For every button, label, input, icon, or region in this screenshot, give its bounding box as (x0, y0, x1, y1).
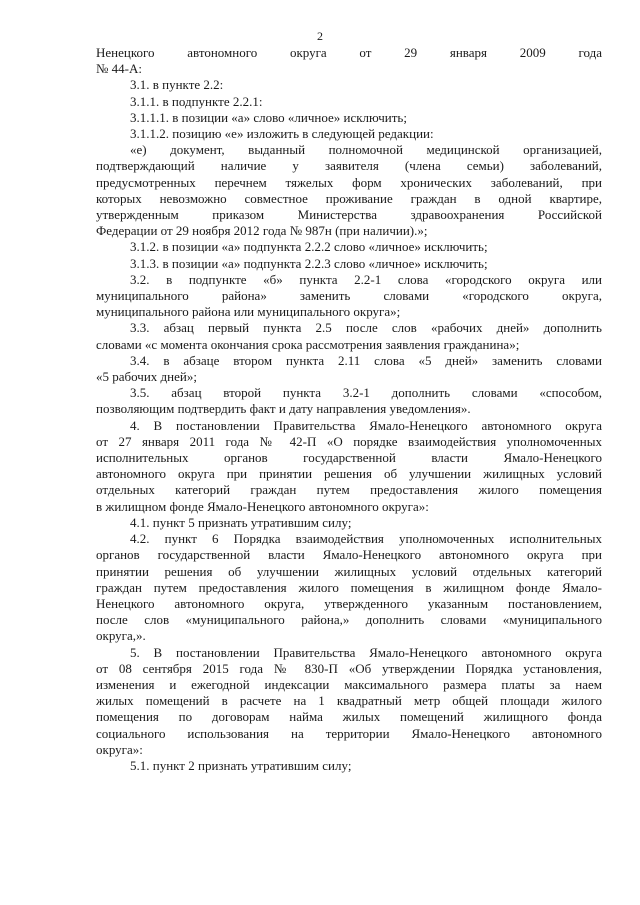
paragraph (96, 320, 602, 352)
paragraph (96, 126, 602, 142)
paragraph (96, 256, 602, 272)
text-line: органов государственной власти Ямало-Ненецкого автономного округа при (96, 547, 602, 563)
text-line: «5 рабочих дней»; (96, 369, 197, 385)
text-line: помещения по договорам найма жилых помещений жилищного фонда (96, 709, 602, 725)
text-line: 4.2. пункт 6 Порядка взаимодействия уполномоченных исполнительных (130, 531, 602, 547)
text-line: подтверждающий наличие у заявителя (члена семьи) заболеваний, (96, 158, 602, 174)
text-line: 5. В постановлении Правительства Ямало-Ненецкого автономного округа (130, 644, 602, 660)
text-line: 3.5. абзац второй пункта 3.2-1 дополнить словами «способом, (130, 385, 602, 401)
text-line: предусмотренных перечнем тяжелых форм хронических заболеваний, при (96, 174, 602, 190)
paragraph (96, 385, 602, 417)
paragraph (96, 110, 602, 126)
paragraph (96, 531, 602, 644)
paragraph (96, 515, 602, 531)
text-line: от 08 сентября 2015 года № 830-П «Об утверждении Порядка установления, (96, 660, 602, 676)
text-line: № 44-А: (96, 61, 142, 77)
text-line: автономного округа при принятии решения об улучшении жилищных условий (96, 466, 602, 482)
paragraph (96, 45, 602, 77)
paragraph (96, 239, 602, 255)
text-line: 3.2. в подпункте «б» пункта 2.2-1 слова «городского округа или (130, 271, 602, 287)
text-line: в жилищном фонде Ямало-Ненецкого автономного округа»: (96, 498, 429, 514)
page-number: 2 (317, 29, 323, 43)
text-line: 3.1.1. в подпункте 2.2.1: (130, 93, 263, 109)
paragraph (96, 758, 602, 774)
paragraph (96, 353, 602, 385)
text-line: жилых помещений в расчете на 1 квадратный метр общей площади жилого (96, 693, 602, 709)
text-line: 3.4. в абзаце втором пункта 2.11 слова «5 дней» заменить словами (130, 352, 602, 368)
document-body (96, 45, 602, 774)
text-line: принятии решения об улучшении жилищных условий отдельных категорий (96, 563, 602, 579)
text-line: 3.1.3. в позиции «а» подпункта 2.2.3 слово «личное» исключить; (130, 255, 488, 271)
text-line: 3.1.1.2. позицию «е» изложить в следующей редакции: (130, 126, 434, 142)
text-line: социального использования на территории Ямало-Ненецкого автономного (96, 725, 602, 741)
text-line: 3.1.1.1. в позиции «а» слово «личное» исключить; (130, 109, 407, 125)
text-line: 3.1. в пункте 2.2: (130, 77, 224, 93)
text-line: граждан путем предоставления жилого помещения в жилищном фонде Ямало- (96, 579, 602, 595)
text-line: 3.3. абзац первый пункта 2.5 после слов «рабочих дней» дополнить (130, 320, 602, 336)
text-line: 5.1. пункт 2 признать утратившим силу; (130, 757, 352, 773)
text-line: утвержденным приказом Министерства здравоохранения Российской (96, 207, 602, 223)
text-line: муниципального района» заменить словами «городского округа, (96, 288, 602, 304)
text-line: округа,». (96, 628, 146, 644)
text-line: муниципального района или муниципального округа»; (96, 304, 401, 320)
text-line: Ненецкого автономного округа, утвержденного указанным постановлением, (96, 595, 602, 611)
text-line: отдельных категорий граждан путем предоставления жилого помещения (96, 482, 602, 498)
text-line: округа»: (96, 741, 143, 757)
text-line: 4. В постановлении Правительства Ямало-Ненецкого автономного округа (130, 417, 602, 433)
paragraph (96, 418, 602, 515)
paragraph (96, 142, 602, 239)
text-line: изменения и ежегодной индексации максимального размера платы за наем (96, 676, 602, 692)
text-line: 3.1.2. в позиции «а» подпункта 2.2.2 слово «личное» исключить; (130, 239, 488, 255)
paragraph (96, 94, 602, 110)
paragraph (96, 77, 602, 93)
text-line: позволяющим подтвердить факт и дату направления уведомления». (96, 401, 471, 417)
text-line: после слов «муниципального района,» дополнить словами «муниципального (96, 612, 602, 628)
text-line: «е) документ, выданный полномочной медицинской организацией, (130, 142, 602, 158)
paragraph (96, 645, 602, 758)
text-line: Федерации от 29 ноября 2012 года № 987н (при наличии).»; (96, 223, 428, 239)
text-line: 4.1. пункт 5 признать утратившим силу; (130, 514, 352, 530)
text-line: Ненецкого автономного округа от 29 января 2009 года (96, 45, 602, 60)
paragraph (96, 272, 602, 321)
text-line: которых невозможно совместное проживание граждан в одной квартире, (96, 190, 602, 206)
text-line: исполнительных органов государственной власти Ямало-Ненецкого (96, 450, 602, 466)
text-line: от 27 января 2011 года № 42-П «О порядке взаимодействия уполномоченных (96, 433, 602, 449)
text-line: словами «с момента окончания срока рассмотрения заявления гражданина»; (96, 336, 520, 352)
